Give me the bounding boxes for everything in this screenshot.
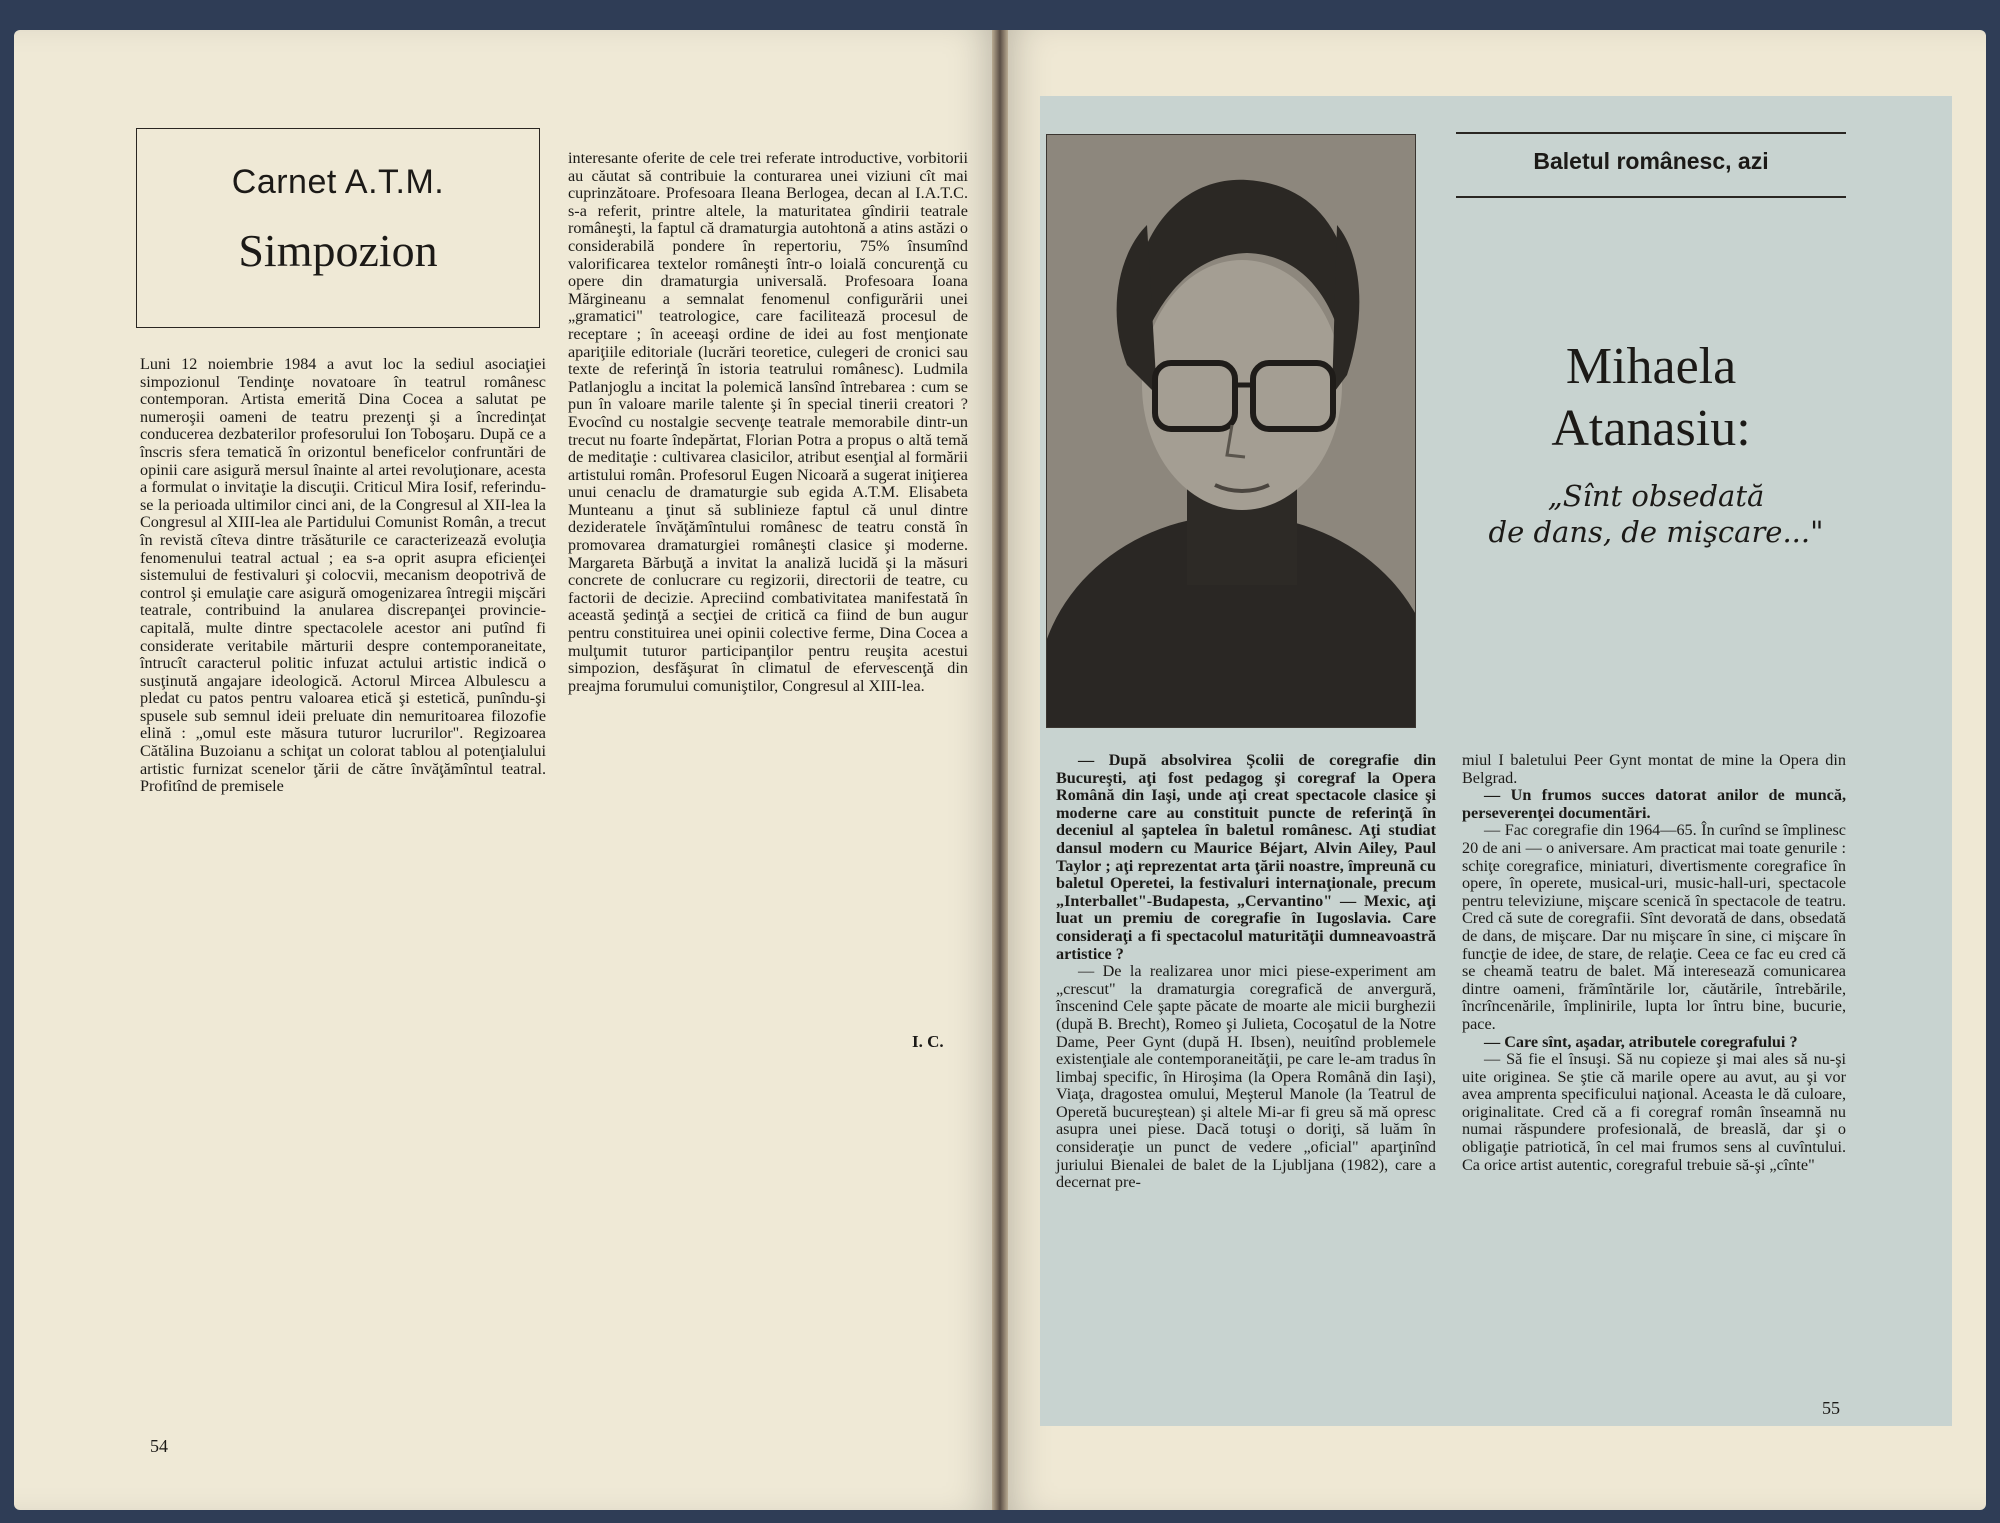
kicker-rule-top [1456,132,1846,134]
interviewee-name-first: Mihaela [1565,338,1737,395]
quote-line-1: „Sînt obsedată [1547,479,1765,513]
book-gutter [992,30,1008,1510]
interview-answer: — De la realizarea unor mici piese-experiment am „crescut" la dramaturgia coregrafică de anvergură, înscenind Cele şapte păcate de moarte ale micii burghezii (după B. Brecht), Romeo şi Julieta, Cocoşatul de la Notre Dame, Peer Gynt (după H. Ibsen), neuitînd problemele existenţiale ale contemporaneităţii, pe care le-am tradus în limbaj specific, în Hiroşima (la Opera Română din Iaşi), Viaţa, dragostea omului, Meşterul Manole (la Teatrul de Operetă bucureştean) şi altele Mi-ar fi greu să mă opresc asupra unei piese. Dacă totuşi o doriţi, să luăm în consideraţie un punct de vedere „oficial" aparţinînd juriului Bienalei de balet de la Ljubljana (1982), care a decernat pre- [1056,962,1436,1192]
interview-question: — Un frumos succes datorat anilor de muncă, perseverenţei documentări. [1462,786,1846,822]
portrait-photo [1046,134,1416,728]
interview-answer: — Să fie el însuşi. Să nu copieze şi mai ales să nu-şi uite originea. Se ştie că marile opere au avut, au şi vor avea amprenta specificului naţional. Aceasta le dă culoare, originalitate. Cred că a fi coregraf român înseamnă nu numai răspundere profesională, de breaslă, dar şi o obligaţie patriotică, în cel mai frumos sens al cuvîntului. Ca orice artist autentic, coregraful trebuie să-şi „cînte" [1462,1050,1846,1174]
interview-answer: miul I baletului Peer Gynt montat de mine la Opera din Belgrad. [1462,751,1846,787]
page-number-left: 54 [150,1436,168,1456]
left-column-2 [568,150,968,695]
article-kicker: Baletul românesc, azi [1533,148,1769,174]
interview-question: — După absolvirea Şcolii de coregrafie din Bucureşti, aţi fost pedagog şi coregraf la Opera Română din Iaşi, unde aţi creat spectacole clasice şi moderne care au constituit puncte de referinţă în deceniul al şaptelea în baletul românesc. Aţi studiat dansul modern cu Maurice Béjart, Alvin Ailey, Paul Taylor ; aţi reprezentat arta ţării noastre, împreună cu baletul Operetei, la festivaluri internaţionale, precum „Interballet"-Budapesta, „Cervantino" — Mexic, aţi luat un premiu de coregrafie în Iugoslavia. Care consideraţi a fi spectacolul maturităţii dumneavoastră artistice ? [1056,751,1436,963]
author-signature: I. C. [912,1032,944,1051]
kicker-rule-bottom [1456,196,1846,198]
headline-quote [1456,478,1856,550]
page-number-right: 55 [1822,1398,1840,1418]
section-header-box [136,128,540,328]
portrait-illustration [1047,135,1415,727]
left-column-1 [140,356,546,796]
interview-question: — Care sînt, aşadar, atributele coregrafului ? [1484,1032,1798,1051]
interview-answer: — Fac coregrafie din 1964—65. În curînd se împlinesc 20 de ani — o aniversare. Am practicat mai toate genurile : schiţe coregrafice, miniaturi, divertismente coregrafice în opere, în operete, musical-uri, music-hall-uri, spectacole pentru televiziune, mişcare scenică în spectacole de teatru. Cred că sute de coregrafii. Sînt devorată de dans, obsedată de dans, de mişcare. Dar nu mişcare în sine, ci mişcare în funcţie de idee, de stare, de relaţie. Ceea ce fac eu cred că se cheamă teatru de balet. Mă interesează comunicarea dintre oameni, frămîntările lor, căutările, întrebările, încrîncenările, împlinirile, lupta lor întru bine, bucurie, pace. [1462,821,1846,1033]
right-column-2 [1462,752,1846,1174]
paragraph: interesante oferite de cele trei referate introductive, vorbitorii au căutat să contribuie la conturarea unei viziuni cît mai cuprinzătoare. Profesoara Ileana Berlogea, decan al I.A.T.C. s-a referit, printre altele, la maturitatea gîndirii teatrale româneşti, la faptul că dramaturgia autohtonă a atins astăzi o considerabilă pondere în repertoriu, 75% însumînd valorificarea textelor româneşti într-o loială concurenţă cu opere din dramaturgia universală. Profesoara Ioana Mărgineanu a semnalat fenomenul configurării unei „gramatici" teatrologice, care facilitează procesul de receptare ; în aceeaşi ordine de idei au fost menţionate apariţiile editoriale (lucrări teoretice, culegeri de cronici sau texte de referinţă în istoria teatrului românesc). Ludmila Patlanjoglu a incitat la polemică lansînd întrebarea : cum se pun în valoare marile talente şi în special tinerii creatori ? Evocînd cu nostalgie secvenţe teatrale memorabile dintr-un trecut nu foarte îndepărtat, Florian Potra a propus o altă temă de meditaţie : cultivarea clasicilor, atribut esenţial al formării artistului român. Profesorul Eugen Nicoară a sugerat iniţierea unui cenaclu de dramaturgie sub egida A.T.M. Elisabeta Munteanu a ţinut să sublinieze faptul că unul dintre dezideratele învăţămîntului românesc de teatru constă în promovarea dramaturgiei româneşti clasice şi moderne. Margareta Bărbuţă a invitat la analiză lucidă şi la măsuri concrete de conlucrare cu regizorii, directorii de teatre, cu factorii de decizie. Apreciind combativitatea manifestată în această şedinţă a secţiei de critică ca fiind de bun augur pentru constituirea unei opinii colective ferme, Dina Cocea a mulţumit tuturor participanţilor pentru reuşita acestui simpozion, desfăşurat în climatul de efervescenţă din preajma forumului comuniştilor, Congresul al XIII-lea. [568,149,968,695]
article-title: Simpozion [238,225,438,276]
paragraph: Luni 12 noiembrie 1984 a avut loc la sediul asociaţiei simpozionul Tendinţe novatoare în teatrul românesc contemporan. Artista emerită Dina Cocea a salutat pe numeroşii oameni de teatru prezenţi şi a încredinţat conducerea dezbaterilor profesorului Ion Toboşaru. După ce a înscris sfera tematică în orizontul beneficelor confruntări de opinii care asigură mersul înainte al artei revoluţionare, acesta a formulat o invitaţie la discuţii. Criticul Mira Iosif, referindu-se la perioada ultimilor cinci ani, de la Congresul al XII-lea la Congresul al XIII-lea ale Partidului Comunist Român, a trecut în revistă cîteva dintre trăsăturile ce caracterizează evoluţia fenomenului teatral actual ; ea s-a oprit asupra eficienţei sistemului de festivaluri şi colocvii, mecanism deopotrivă de control şi emulaţie care asigură omogenizarea întregii mişcări teatrale, contribuind la anularea discrepanţei provincie-capitală, multe dintre spectacolele acestor ani putînd fi considerate veritabile mărturii despre contemporaneitate, întrucît caracterul politic infuzat actului artistic indică o susţinută angajare ideologică. Actorul Mircea Albulescu a pledat cu patos pentru valoarea etică şi estetică, punîndu-şi spusele sub semnul ideii preluate din nemuritoarea filozofie elină : „omul este măsura tuturor lucrurilor". Regizoarea Cătălina Buzoianu a schiţat un colorat tablou al potenţialului artistic furnizat scenelor ţării de către învăţămîntul teatral. Profitînd de premisele [140,355,546,796]
section-label: Carnet A.T.M. [231,163,445,201]
quote-line-2: de dans, de mişcare..." [1488,515,1824,549]
right-column-1 [1056,752,1436,1192]
interviewee-name-last: Atanasiu: [1551,400,1751,457]
